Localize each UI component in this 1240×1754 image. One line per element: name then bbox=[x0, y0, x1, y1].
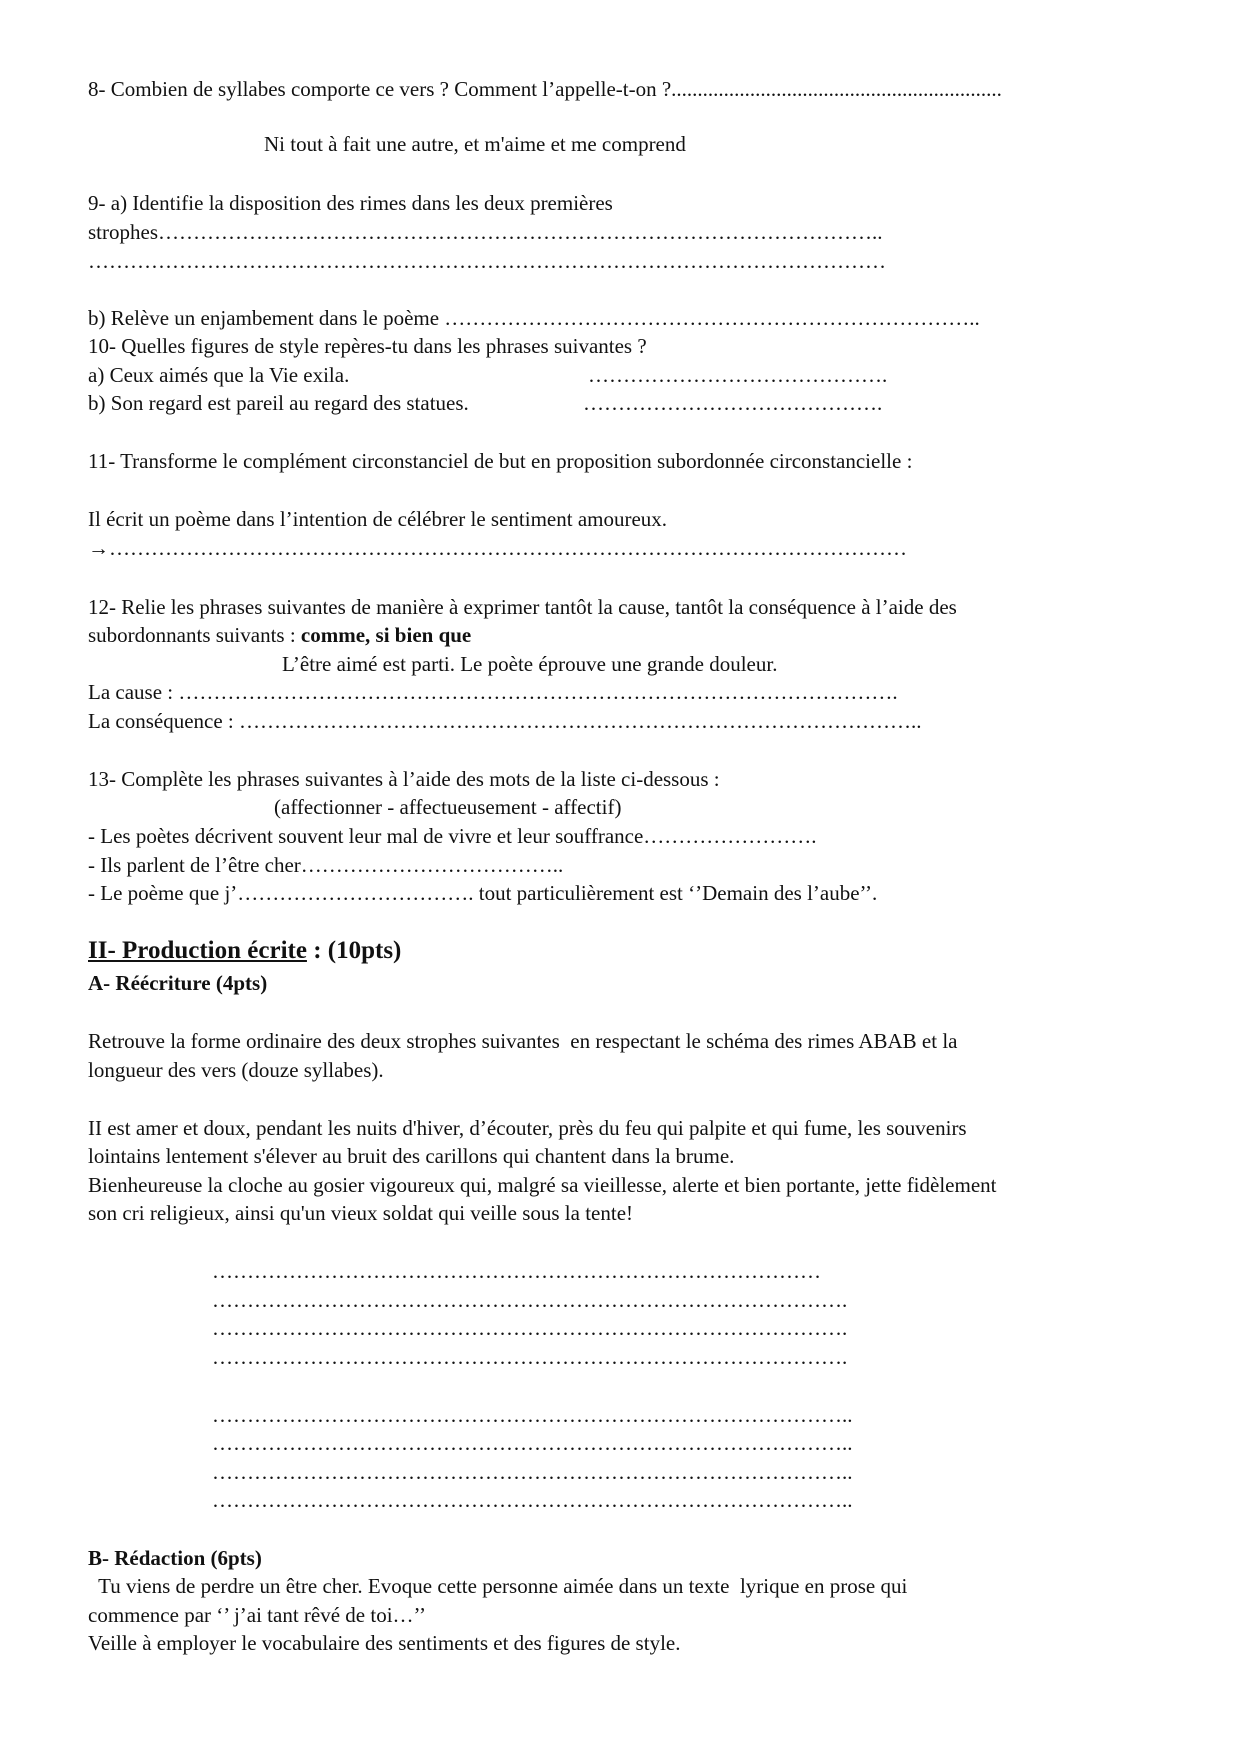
rewrite-instruction-2: longueur des vers (douze syllabes). bbox=[88, 1058, 384, 1082]
question-12-prefix: subordonnants suivants : bbox=[88, 623, 301, 647]
prose-line-1: II est amer et doux, pendant les nuits d'hiver, d’écouter, près du feu qui palpite et qui fume, les souvenirs bbox=[88, 1116, 967, 1140]
answer-line: ……………………………………………………………………………….. bbox=[212, 1460, 853, 1484]
question-13: 13- Complète les phrases suivantes à l’aide des mots de la liste ci-dessous : bbox=[88, 767, 720, 791]
essay-prompt-3: Veille à employer le vocabulaire des sentiments et des figures de style. bbox=[88, 1631, 681, 1655]
word-list: (affectionner - affectueusement - affectif) bbox=[274, 795, 622, 819]
essay-prompt-1: Tu viens de perdre un être cher. Evoque cette personne aimée dans un texte lyrique en prose qui bbox=[88, 1574, 908, 1598]
subsection-b-title: B- Rédaction (6pts) bbox=[88, 1546, 262, 1570]
section-title-points: : (10pts) bbox=[306, 937, 402, 964]
question-10b-blank: ……………………………………. bbox=[583, 391, 883, 415]
question-13-s2: - Ils parlent de l’être cher……………………………….. bbox=[88, 853, 564, 877]
prose-line-2: lointains lentement s'élever au bruit des carillons qui chantent dans la brume. bbox=[88, 1144, 735, 1168]
question-10b: b) Son regard est pareil au regard des statues. bbox=[88, 391, 469, 415]
question-13-s3: - Le poème que j’……………………………. tout particulièrement est ‘’Demain des l’aube’’. bbox=[88, 881, 878, 905]
question-11-answer: →…………………………………………………………………………………………………… bbox=[88, 536, 907, 560]
question-10: 10- Quelles figures de style repères-tu dans les phrases suivantes ? bbox=[88, 334, 647, 358]
answer-line: ……………………………………………………………………………….. bbox=[212, 1403, 853, 1427]
subordinators: comme, si bien que bbox=[300, 623, 472, 647]
question-13-s1: - Les poètes décrivent souvent leur mal de vivre et leur souffrance……………………. bbox=[88, 824, 817, 848]
question-12-cause: La cause : …………………………………………………………………………………………. bbox=[88, 680, 898, 704]
question-12-line-1: 12- Relie les phrases suivantes de manière à exprimer tantôt la cause, tantôt la conséquence à l’aide des bbox=[88, 595, 957, 619]
answer-line: ………………………………………………………………………………. bbox=[212, 1345, 848, 1369]
question-9b: b) Relève un enjambement dans le poème ………………………………………………………………….. bbox=[88, 306, 980, 330]
question-10a: a) Ceux aimés que la Vie exila. bbox=[88, 363, 350, 387]
answer-line: ………………………………………………………………………………. bbox=[212, 1288, 848, 1312]
prose-line-3: Bienheureuse la cloche au gosier vigoureux qui, malgré sa vieillesse, alerte et bien portante, jette fidèlement bbox=[88, 1173, 997, 1197]
subsection-a-title: A- Réécriture (4pts) bbox=[88, 971, 268, 995]
answer-line: ……………………………………………………………………………….. bbox=[212, 1431, 853, 1455]
question-11: 11- Transforme le complément circonstanciel de but en proposition subordonnée circonstancielle : bbox=[88, 449, 913, 473]
verse-line: Ni tout à fait une autre, et m'aime et me comprend bbox=[264, 132, 686, 156]
rewrite-instruction-1: Retrouve la forme ordinaire des deux strophes suivantes en respectant le schéma des rimes ABAB et la bbox=[88, 1029, 958, 1053]
question-11-sentence: Il écrit un poème dans l’intention de célébrer le sentiment amoureux. bbox=[88, 507, 668, 531]
question-12-sentence: L’être aimé est parti. Le poète éprouve une grande douleur. bbox=[282, 652, 778, 676]
question-8: 8- Combien de syllabes comporte ce vers ? Comment l’appelle-t-on ?............................................................... bbox=[88, 77, 1002, 101]
answer-line: ……………………………………………………………………………….. bbox=[212, 1488, 853, 1512]
question-9a-blank-1: strophes………………………………………………………………………………………….. bbox=[88, 220, 883, 244]
answer-line: ………………………………………………………………………………. bbox=[212, 1316, 848, 1340]
question-9a-blank-2: …………………………………………………………………………………………………… bbox=[88, 249, 886, 273]
question-10a-blank: ……………………………………. bbox=[588, 363, 888, 387]
section-title-main: II- Production écrite bbox=[88, 937, 307, 964]
prose-line-4: son cri religieux, ainsi qu'un vieux soldat qui veille sous la tente! bbox=[88, 1201, 634, 1225]
answer-line: …………………………………………………………………………… bbox=[212, 1259, 821, 1283]
section-title bbox=[88, 938, 401, 964]
question-9a: 9- a) Identifie la disposition des rimes dans les deux premières bbox=[88, 191, 613, 215]
question-12-consequence: La conséquence : …………………………………………………………………………………….. bbox=[88, 709, 922, 733]
essay-prompt-2: commence par ‘’ j’ai tant rêvé de toi…’’ bbox=[88, 1603, 426, 1627]
question-12-line-2 bbox=[88, 622, 471, 648]
